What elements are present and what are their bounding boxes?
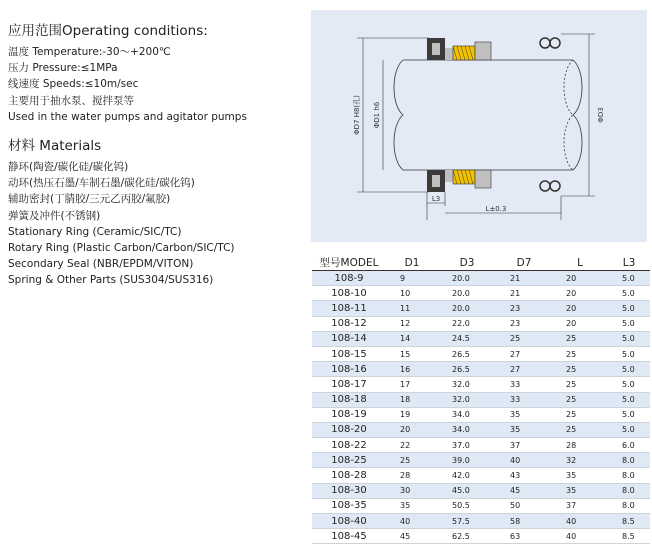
seal-drawing-panel: [311, 10, 647, 242]
material-line: 辅助密封(丁腈胶/三元乙丙胶/氟胶): [8, 193, 171, 206]
cell-d1: 30: [386, 483, 438, 498]
cell-l: 25: [552, 362, 608, 377]
cell-l3: 5.0: [608, 331, 650, 346]
cell-l: 20: [552, 286, 608, 301]
table-row: [312, 453, 650, 468]
cell-d1: 19: [386, 407, 438, 422]
left-panel: [8, 22, 298, 289]
cell-d7: 37: [496, 438, 552, 453]
cell-d1: 18: [386, 392, 438, 407]
retainer-bottom: [475, 170, 491, 188]
cell-d1: 20: [386, 422, 438, 437]
table-row: [312, 514, 650, 529]
cell-l3: 8.0: [608, 483, 650, 498]
table-row: [312, 362, 650, 377]
cell-d1: 22: [386, 438, 438, 453]
operating-line: 温度 Temperature:-30～+200℃: [8, 46, 171, 58]
cell-d7: 23: [496, 301, 552, 316]
cell-model: 108-19: [312, 407, 386, 422]
operating-conditions-title: 应用范围Operating conditions:: [8, 23, 208, 39]
material-line: 静环(陶瓷/碳化硅/碳化钨): [8, 161, 129, 174]
cell-model: 108-22: [312, 438, 386, 453]
cell-d1: 12: [386, 316, 438, 331]
cell-l: 40: [552, 529, 608, 544]
cell-l: 25: [552, 392, 608, 407]
cell-model: 108-17: [312, 377, 386, 392]
cell-d3: 34.0: [438, 422, 496, 437]
cell-model: 108-28: [312, 468, 386, 483]
seal-cross-section-drawing: [311, 10, 647, 242]
shaft-outline: [394, 60, 582, 170]
seal-assembly-bottom: [427, 170, 560, 192]
table-row: [312, 438, 650, 453]
materials-title: 材料 Materials: [8, 138, 102, 155]
cell-d1: 16: [386, 362, 438, 377]
material-line: 弹簧及冲件(不锈钢): [8, 209, 101, 222]
label-d7: ΦD7 H8(孔): [353, 95, 361, 135]
seal-assembly-top: [427, 38, 560, 60]
specification-table: [312, 255, 650, 544]
cell-d7: 58: [496, 514, 552, 529]
spring-coil-bottom: [540, 181, 550, 191]
cell-model: 108-40: [312, 514, 386, 529]
cell-d3: 20.0: [438, 301, 496, 316]
cell-d3: 26.5: [438, 362, 496, 377]
cell-l: 20: [552, 301, 608, 316]
cell-d3: 57.5: [438, 514, 496, 529]
cell-d3: 24.5: [438, 331, 496, 346]
table-row: [312, 529, 650, 544]
label-l: L±0.3: [485, 205, 507, 213]
cell-model: 108-45: [312, 529, 386, 544]
table-row: [312, 392, 650, 407]
material-line: Rotary Ring (Plastic Carbon/Carbon/SIC/TC): [8, 242, 235, 255]
cell-l: 32: [552, 453, 608, 468]
cell-model: 108-16: [312, 362, 386, 377]
table-row: [312, 498, 650, 513]
operating-line: 线速度 Speeds:≤10m/sec: [8, 78, 139, 91]
cell-d3: 32.0: [438, 392, 496, 407]
cell-d1: 45: [386, 529, 438, 544]
operating-conditions-list: [8, 44, 298, 125]
cell-l3: 5.0: [608, 422, 650, 437]
cell-d1: 28: [386, 468, 438, 483]
cell-d1: 11: [386, 301, 438, 316]
material-line: 动环(热压石墨/车制石墨/碳化硅/碳化钨): [8, 177, 195, 190]
table-row: [312, 331, 650, 346]
cell-model: 108-12: [312, 316, 386, 331]
label-d1: ΦD1 h6: [373, 101, 381, 129]
cell-l3: 8.0: [608, 453, 650, 468]
operating-line: 压力 Pressure:≤1MPa: [8, 62, 118, 75]
cell-d1: 35: [386, 498, 438, 513]
cell-d7: 23: [496, 316, 552, 331]
cell-d7: 40: [496, 453, 552, 468]
cell-l: 25: [552, 346, 608, 361]
cell-d7: 33: [496, 377, 552, 392]
cell-model: 108-18: [312, 392, 386, 407]
header-d1: D1: [386, 255, 438, 271]
cell-l3: 5.0: [608, 271, 650, 286]
cell-model: 108-9: [312, 271, 386, 286]
cell-d3: 34.0: [438, 407, 496, 422]
rotary-ring: [445, 170, 453, 182]
table-row: [312, 468, 650, 483]
cell-model: 108-15: [312, 346, 386, 361]
cell-d7: 43: [496, 468, 552, 483]
cell-d1: 10: [386, 286, 438, 301]
table-body: [312, 271, 650, 544]
materials-list: [8, 159, 298, 289]
cell-d7: 35: [496, 422, 552, 437]
table-row: [312, 346, 650, 361]
table-row: [312, 377, 650, 392]
material-line: Secondary Seal (NBR/EPDM/VITON): [8, 258, 194, 271]
cell-d7: 21: [496, 286, 552, 301]
header-l: L: [552, 255, 608, 271]
cell-d7: 63: [496, 529, 552, 544]
dimension-lines: [357, 34, 595, 220]
cell-l3: 5.0: [608, 346, 650, 361]
cell-d7: 25: [496, 331, 552, 346]
cell-d1: 14: [386, 331, 438, 346]
cell-l3: 5.0: [608, 301, 650, 316]
cell-d3: 20.0: [438, 286, 496, 301]
cell-l: 25: [552, 377, 608, 392]
header-d7: D7: [496, 255, 552, 271]
retainer-top: [475, 42, 491, 60]
cell-model: 108-10: [312, 286, 386, 301]
cell-l3: 8.0: [608, 498, 650, 513]
cell-d3: 62.5: [438, 529, 496, 544]
cell-d3: 22.0: [438, 316, 496, 331]
cell-model: 108-35: [312, 498, 386, 513]
cell-d3: 26.5: [438, 346, 496, 361]
cell-d7: 50: [496, 498, 552, 513]
cell-model: 108-25: [312, 453, 386, 468]
cell-d1: 9: [386, 271, 438, 286]
cell-l: 20: [552, 316, 608, 331]
cell-d7: 21: [496, 271, 552, 286]
cell-l3: 5.0: [608, 286, 650, 301]
cell-d3: 32.0: [438, 377, 496, 392]
cell-d1: 25: [386, 453, 438, 468]
table-row: [312, 286, 650, 301]
cell-model: 108-20: [312, 422, 386, 437]
table-row: [312, 301, 650, 316]
cell-d1: 17: [386, 377, 438, 392]
cell-l3: 8.5: [608, 514, 650, 529]
table-row: [312, 271, 650, 286]
material-line: Spring & Other Parts (SUS304/SUS316): [8, 274, 214, 287]
stationary-ring: [432, 43, 440, 55]
cell-d1: 40: [386, 514, 438, 529]
table-row: [312, 407, 650, 422]
cell-l3: 5.0: [608, 407, 650, 422]
cell-d1: 15: [386, 346, 438, 361]
cell-model: 108-11: [312, 301, 386, 316]
label-l3: L3: [431, 195, 441, 203]
cell-model: 108-14: [312, 331, 386, 346]
cell-l3: 5.0: [608, 377, 650, 392]
cell-d3: 39.0: [438, 453, 496, 468]
rotary-ring: [445, 48, 453, 60]
operating-line: Used in the water pumps and agitator pumps: [8, 110, 247, 123]
label-d3: ΦD3: [597, 107, 605, 123]
cell-l3: 5.0: [608, 362, 650, 377]
header-model: 型号MODEL: [312, 255, 386, 271]
cell-l3: 6.0: [608, 438, 650, 453]
cell-l: 35: [552, 483, 608, 498]
cell-l: 25: [552, 422, 608, 437]
cell-l: 40: [552, 514, 608, 529]
table-row: [312, 483, 650, 498]
spring-coil-top: [540, 38, 550, 48]
table-row: [312, 422, 650, 437]
cell-l: 25: [552, 331, 608, 346]
cell-l3: 5.0: [608, 316, 650, 331]
cell-model: 108-30: [312, 483, 386, 498]
cell-l3: 8.5: [608, 529, 650, 544]
cell-d3: 20.0: [438, 271, 496, 286]
cell-d7: 27: [496, 362, 552, 377]
cell-l: 28: [552, 438, 608, 453]
cell-d3: 42.0: [438, 468, 496, 483]
header-l3: L3: [608, 255, 650, 271]
cell-d3: 37.0: [438, 438, 496, 453]
cell-d7: 35: [496, 407, 552, 422]
cell-d7: 33: [496, 392, 552, 407]
cell-l3: 8.0: [608, 468, 650, 483]
cell-l: 35: [552, 468, 608, 483]
stationary-ring: [432, 175, 440, 187]
cell-d3: 45.0: [438, 483, 496, 498]
cell-d7: 45: [496, 483, 552, 498]
material-line: Stationary Ring (Ceramic/SIC/TC): [8, 225, 182, 238]
cell-d3: 50.5: [438, 498, 496, 513]
cell-l: 37: [552, 498, 608, 513]
cell-d7: 27: [496, 346, 552, 361]
table-row: [312, 316, 650, 331]
cell-l: 25: [552, 407, 608, 422]
operating-line: 主要用于抽水泵、搅拌泵等: [8, 94, 134, 107]
table-header-row: [312, 255, 650, 271]
cell-l3: 5.0: [608, 392, 650, 407]
cell-l: 20: [552, 271, 608, 286]
header-d3: D3: [438, 255, 496, 271]
